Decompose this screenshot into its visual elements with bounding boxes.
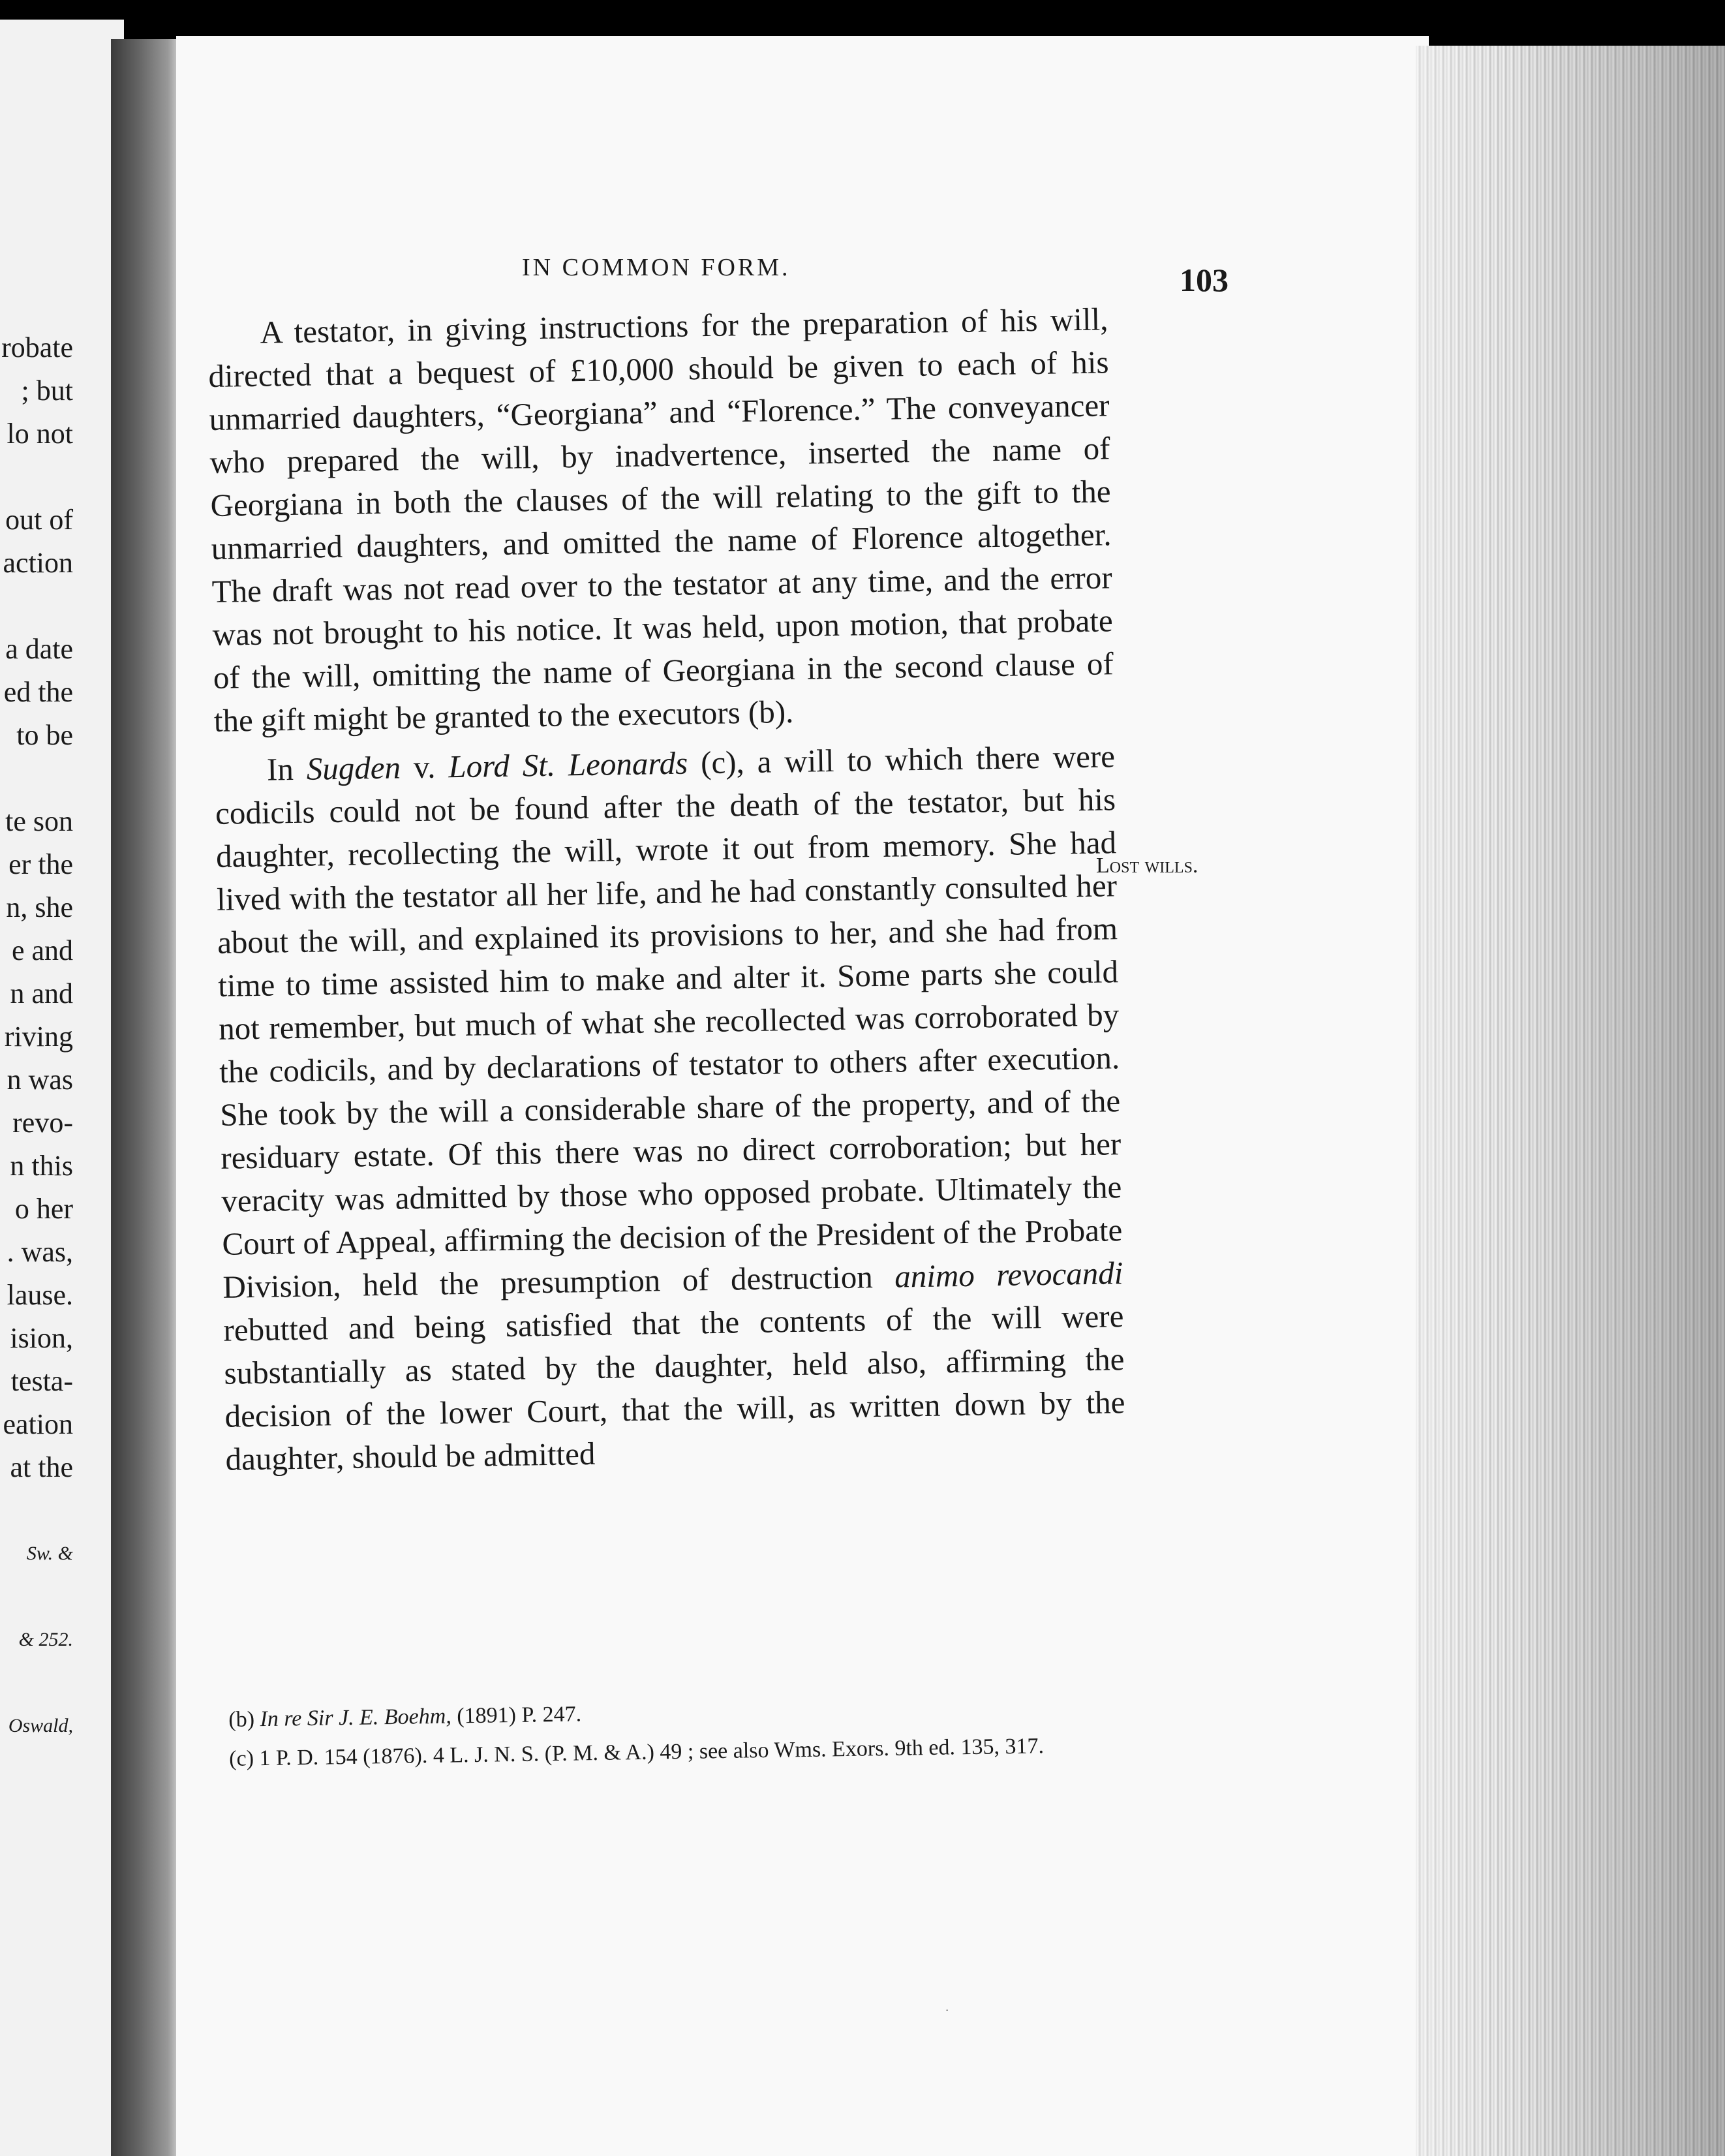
body-text — [207, 298, 1126, 1481]
facing-page-line: eation — [3, 1408, 73, 1440]
footnote-b-cite: (1891) P. 247. — [456, 1702, 582, 1729]
facing-page-line: a date — [5, 633, 73, 665]
footnote-b-case: In re Sir J. E. Boehm, — [260, 1704, 452, 1732]
facing-page-line: action — [3, 547, 73, 579]
facing-page-line: ed the — [3, 676, 73, 708]
facing-page-line: lo not — [7, 418, 73, 450]
facing-page-line: ision, — [10, 1322, 73, 1354]
facing-page-line: te son — [5, 805, 73, 837]
footnote-c-cite: 1 P. D. 154 (1876). 4 L. J. N. S. (P. M. & A.) 49 ; see also Wms. Exors. 9th ed. 135, 317. — [259, 1734, 1045, 1771]
latin-phrase: animo revocandi — [894, 1255, 1123, 1295]
facing-page-line — [0, 1575, 73, 1618]
page-edges-shadow — [1416, 46, 1725, 2156]
paragraph-2-text-2: rebutted and being satisfied that the contents of the will were substantially as stated by the daughter, held also, affirming the decision of the lower Court, that the will, as written down by the daughter, should be admitted — [223, 1298, 1125, 1477]
facing-page-line: to be — [16, 719, 73, 751]
facing-page-line: lause. — [7, 1279, 73, 1311]
facing-page-line — [0, 585, 73, 628]
facing-page-line: revo- — [12, 1107, 73, 1139]
facing-page-line — [0, 455, 73, 499]
paragraph-2 — [215, 735, 1126, 1481]
page-number: 103 — [1180, 262, 1229, 298]
facing-page-line: n, she — [6, 891, 73, 923]
facing-page-line: robate — [1, 331, 73, 363]
paragraph-2-lead: In — [266, 751, 294, 788]
facing-page-line: Oswald, — [8, 1715, 73, 1736]
facing-page-line: Sw. & — [26, 1543, 73, 1564]
facing-page-line — [0, 1489, 73, 1532]
case-name-sugden: Sugden — [306, 749, 401, 787]
page-speck: · — [945, 2002, 950, 2018]
facing-page-line: ; but — [21, 375, 73, 407]
case-name-lord-st-leonards: Lord St. Leonards — [448, 745, 688, 785]
facing-page-line: riving — [4, 1021, 73, 1053]
versus: v. — [413, 748, 436, 786]
facing-page-line: . was, — [7, 1236, 73, 1268]
facing-page-line: n and — [10, 978, 73, 1009]
facing-page-line: testa- — [10, 1365, 73, 1397]
paragraph-1: A testator, in giving instructions for the preparation of his will, directed that a bequest of £10,000 should be given to each of his unmarried daughters, “Georgiana” and “Florence.” The conveyancer who prepared the will, by inadvertence, inserted the name of Georgiana in both the clauses of the will relating to the gift to the unmarried daughters, and omitted the name of Florence altogether. The draft was not read over to the testator at any time, and the error was not brought to his notice. It was held, upon motion, that probate of the will, omitting the name of Georgiana in the second clause of the gift might be granted to the executors (b). — [208, 301, 1114, 739]
running-head: IN COMMON FORM. — [522, 254, 791, 281]
facing-page-line: er the — [8, 848, 73, 880]
footnote-b-mark: (b) — [228, 1707, 255, 1732]
facing-page-line: e and — [11, 934, 73, 966]
facing-page-line — [0, 1661, 73, 1704]
footnote-c-mark: (c) — [228, 1746, 254, 1771]
book-gutter — [111, 39, 183, 2156]
margin-note: Lost wills. — [1096, 854, 1198, 878]
facing-page-line: o her — [14, 1193, 73, 1225]
footnotes — [183, 1693, 1071, 1774]
facing-page-line: n this — [10, 1150, 73, 1182]
facing-page-line — [0, 757, 73, 800]
facing-page-line: n was — [7, 1064, 73, 1096]
facing-page-line: at the — [10, 1451, 73, 1483]
facing-page-text — [0, 326, 73, 1748]
facing-page-left — [0, 20, 124, 2156]
facing-page-line: & 252. — [18, 1629, 73, 1650]
paragraph-2-text-1: (c), a will to which there were codicils could not be found after the death of the testator, but his daughter, recollecting the will, wrote it out from memory. She had lived with the testator all her life, and he had constantly consulted her about the will, and explained its provisions to her, and she had from time to time assisted him to make and alter it. Some parts she could not remember, but much of what she recollected was corroborated by the codicils, and by declarations of testator to others after execution. She took by the will a considerable share of the property, and of the residuary estate. Of this there was no direct corroboration; but her veracity was admitted by those who opposed probate. Ultimately the Court of Appeal, affirming the decision of the President of the Probate Division, held the presumption of destruction — [215, 738, 1123, 1305]
facing-page-line: out of — [5, 504, 73, 536]
